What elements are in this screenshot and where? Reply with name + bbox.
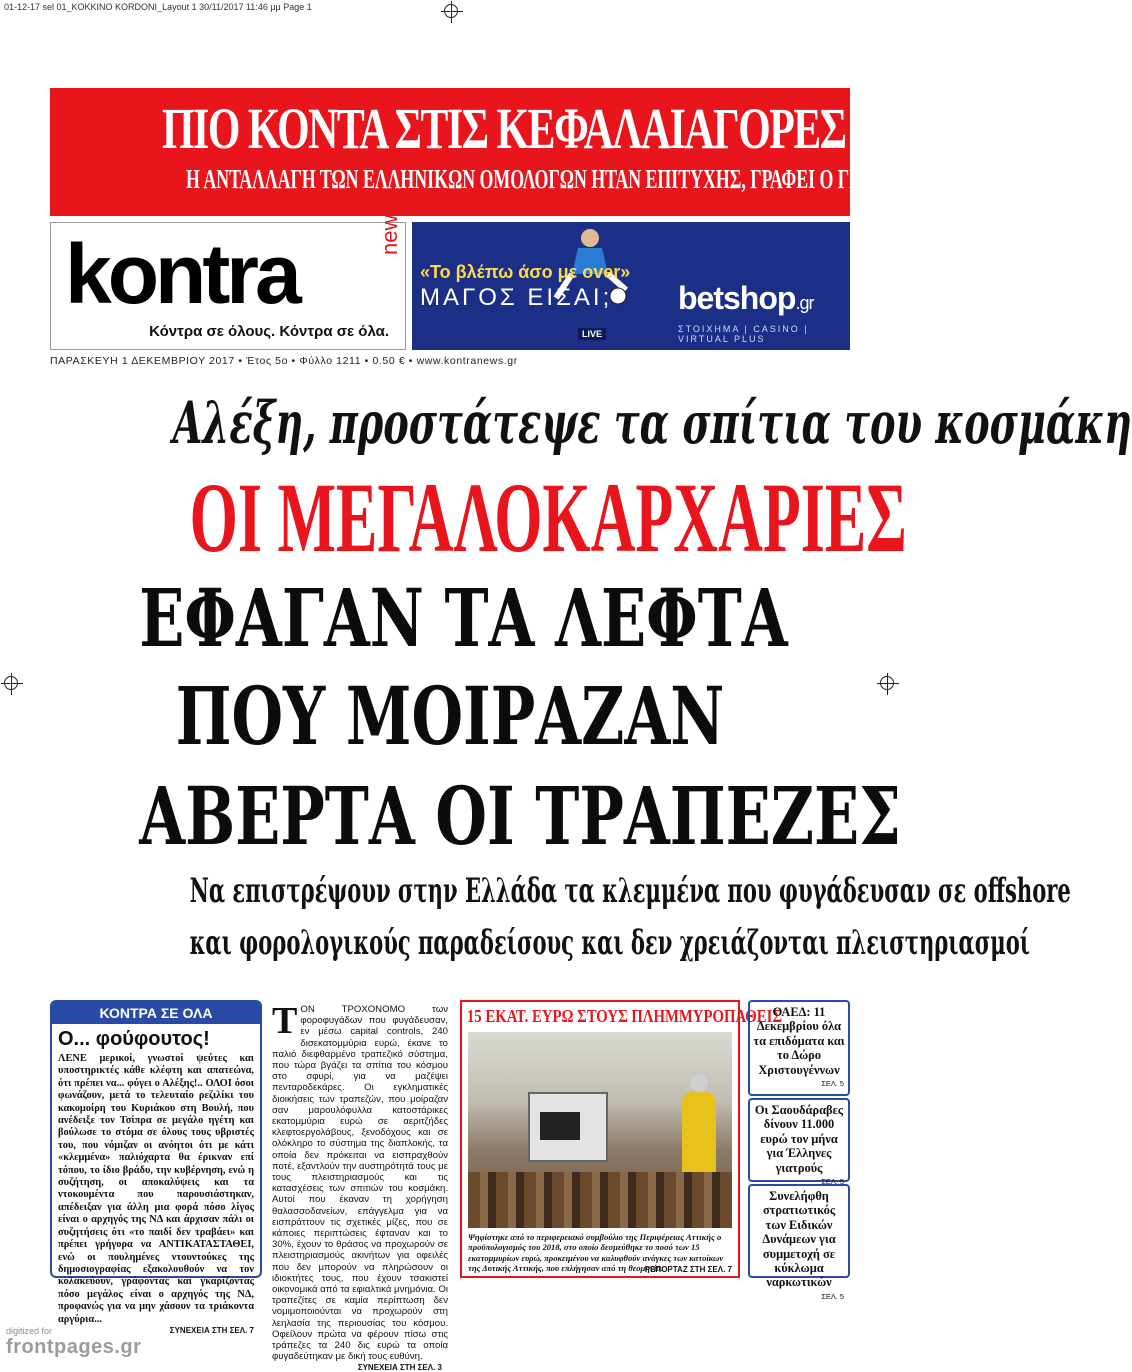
printer-slug: 01-12-17 sel 01_KOKKINO KORDONI_Layout 1 30/11/2017 11:46 μμ Page 1 [4,2,312,12]
flood-story [460,1000,782,1278]
brief-page: ΣΕΛ. 5 [821,1291,844,1301]
headline-deck-2: και φορολογικούς παραδείσους και δεν χρειάζονται πλειστηριασμοί [189,923,1030,963]
ad-brand-tld: .gr [795,293,814,313]
article-text: ΟΝ ΤΡΟΧΟΝΟΜΟ των φοροφυγάδων που φυγάδευσαν, εν μέσω capital controls, 240 δισεκατομμύρια ευρώ, έκανε το παλιό διεφθαρμένο τραπεζικό σύστημα, που τώρα βγάζει τα σπίτια του κόσμου στο σφυρί, για να μαζέψει πενταροδεκάρες. Οι εγκληματικές διοικήσεις των τραπεζών, που μοίραζαν σαν μαρουλόφυλλα κατοστάρικες εκατομμύρια ευρώ σε αεριτζήδες κλεφτοεργολάβους, ξενοδόχους και σε ολόκληρο το σύστημα της διαπλοκής, τα οποία δεν πρόκειται να εισπραχθούν ποτέ, εξαντλούν την αυστηρότητά τους με τους πλειστηριασμούς και τις κατασχέσεις των σπιτιών του κοσμάκη. Αυτοί που έκαναν τη χορήγηση θαλασσοδανείων, επάγγελμα για να εισπράττουν τις σχετικές μίζες, που σε κάποιες περιπτώσεις έφταναν και το 30%, έχουν το θράσος να προχωρούν σε πλειστηριασμούς ακινήτων για οφειλές που δεν μπορούν να πληρώσουν οι ιδιοκτήτες τους, που έχουν τσακιστεί οικονομικά από τα εφιαλτικά μνημόνια. Οι τραπεζίτες σε καμία περίπτωση δεν νομιμοποιούνται να προχωρούν στη λεηλασία της περιουσίας του κόσμου. Οφείλουν πρώτα να φέρουν πίσω στις τράπεζες τα 240 δις ευρώ τα οποία φυγαδεύτηκαν με δική τους ευθύνη. [272,1004,448,1363]
headline-line-1: ΕΦΑΓΑΝ ΤΑ ΛΕΦΤΑ [139,571,788,665]
watermark-site: frontpages.gr [6,1336,142,1358]
sidebar-brief-2 [748,1098,850,1187]
headline-line-2: ΠΟΥ ΜΟΙΡΑΖΑΝ [175,669,725,763]
flood-photo [468,1032,732,1228]
ad-live-badge: LIVE [578,328,606,340]
top-banner [50,88,1061,216]
headline-red: ΟΙ ΜΕΓΑΛΟΚΑΡΧΑΡΙΕΣ [189,462,907,573]
report-note: ΡΕΠΟΡΤΑΖ ΣΤΗ ΣΕΛ. 7 [644,1265,732,1274]
brief-text: Συνελήφθη στρατιωτικός των Ειδικών Δυνάμεων για συμμετοχή σε κύκλωμα ναρκωτικών [762,1189,836,1290]
continued-note: ΣΥΝΕΧΕΙΑ ΣΤΗ ΣΕΛ. 7 [169,1325,254,1335]
registration-mark-right [880,676,894,690]
continued-note: ΣΥΝΕΧΕΙΑ ΣΤΗ ΣΕΛ. 3 [357,1362,442,1372]
watermark-small: digitized for [6,1326,53,1336]
headline-line-3: ΑΒΕΡΤΑ ΟΙ ΤΡΑΠΕΖΕΣ [139,769,901,863]
registration-mark-top [444,4,458,18]
ad-quote: «Το βλέπω άσο με over» [420,262,631,282]
column-title: Ο... φούφουτος! [58,1028,210,1050]
issue-info: ΠΑΡΑΣΚΕΥΗ 1 ΔΕΚΕΜΒΡΙΟΥ 2017 • Έτος 5ο • Φύλλο 1211 • 0.50 € • www.kontranews.gr [50,355,518,367]
brief-page: ΣΕΛ. 5 [821,1079,844,1089]
story-title: 15 ΕΚΑΤ. ΕΥΡΩ ΣΤΟΥΣ ΠΛΗΜΜΥΡΟΠΑΘΕΙΣ [466,1006,782,1026]
newspaper-logo: kontra [65,227,298,321]
drop-cap: Τ [272,1000,298,1042]
opinion-column [50,1000,262,1335]
sidebar-brief-1 [748,1000,850,1096]
lead-article [272,1000,448,1372]
headline-deck-1: Να επιστρέψουν στην Ελλάδα τα κλεμμένα που φυγάδευσαν σε offshore [189,871,1071,911]
brief-text: Οι Σαουδάραβες δίνουν 11.000 ευρώ τον μήνα για Έλληνες γιατρούς [754,1103,844,1175]
article-body [272,1000,448,1363]
headline-kicker: Αλέξη, προστάτεψε τα σπίτια του κοσμάκη [172,389,1132,457]
banner-subtitle: Η ΑΝΤΑΛΛΑΓΗ ΤΩΝ ΕΛΛΗΝΙΚΩΝ ΟΜΟΛΟΓΩΝ ΗΤΑΝ ΕΠΙΤΥΧΗΣ, ΓΡΑΦΕΙ Ο ΓΕΡΜΑΝΙΚΟΣ ΤΥΠΟΣ [186,164,1029,194]
brief-page: ΣΕΛ. 5 [821,1177,844,1187]
motto: Κόντρα σε όλους. Κόντρα σε όλα. [149,323,389,340]
sidebar-brief-3 [748,1184,850,1301]
ad-brand-name: betshop [678,280,796,316]
logo-suffix: news [377,203,402,255]
advertisement[interactable] [412,222,850,350]
banner-title: ΠΙΟ ΚΟΝΤΑ ΣΤΙΣ ΚΕΦΑΛΑΙΑΓΟΡΕΣ Η ΕΛΛΑΔΑ [162,96,1061,161]
column-body: ΛΕΝΕ μερικοί, γνωστοί ψεύτες και υποστηρικτές κάθε κλέφτη και απατεώνα, ότι πρέπει να... φύγει ο Αλέξης!.. ΟΛΟΙ όσοι φωνάζουν, μετά το τελευταίο ρεζιλίκι του κακομοίρη του Κυριάκου στη Βουλή, που ανέδειξε τον Τσίπρα σε μεγάλο ηγέτη και βούλωσε το στόμα σε όλους τους υβριστές του, που νόμιζαν οι ανόητοι ότι με κάτι «κλεμμένα» παλιόχαρτα θα έρικναν επί τόπου, το ίδιο βράδυ, την κυβέρνηση, ενώ η συζήτηση, οι αποκαλύψεις και τα ντοκουμέντα που παρουσιάστηκαν, απέδειξαν για άλλη μια φορά πόσο λίγος είναι ο αρχηγός της ΝΔ και άρχισαν πάλι οι συζητήσεις ότι «το παιδί δεν τραβάει» και πρέπει γρήγορα να ΑΝΤΙΚΑΤΑΣΤΑΘΕΙ, ενώ οι πουλημένες ντουντούκες της δημοσιογραφίας εξακολουθούν να τον κολακεύουν, γράφοντας και γκαρίζοντας πόσο μεγάλος είναι ο αρχηγός της ΝΔ, προφανώς για να μην χάσουν τα τριάκοντα αργύρια... [58,1053,254,1325]
masthead [50,203,406,350]
ad-slogan: ΜΑΓΟΣ ΕΙΣΑΙ; [420,284,613,311]
watermark [6,1326,141,1359]
debris-image [468,1172,732,1228]
registration-mark-left [4,676,18,690]
ad-tagline: ΣΤΟΙΧΗΜΑ | CASINO | VIRTUAL PLUS [678,324,809,344]
photo-caption: Ψηφίστηκε από το περιφερειακό συμβούλιο της Περιφέρειας Αττικής ο προϋπολογισμός του 2018, στο οποίο δεσμεύθηκε το ποσό των 15 εκατομμυρίων ευρώ, προκειμένου να καλυφθούν ανάγκες των κατοίκων της Δυτικής Αττικής, που επλήγησαν από τη θεομηνία. [468,1232,724,1274]
brief-text: ΟΑΕΔ: 11 Δεκεμβρίου όλα τα επιδόματα και το Δώρο Χριστουγέννων [753,1005,845,1077]
ad-brand [678,280,813,317]
column-header: ΚΟΝΤΡΑ ΣΕ ΟΛΑ [52,1002,260,1024]
excavator-image [528,1092,608,1162]
